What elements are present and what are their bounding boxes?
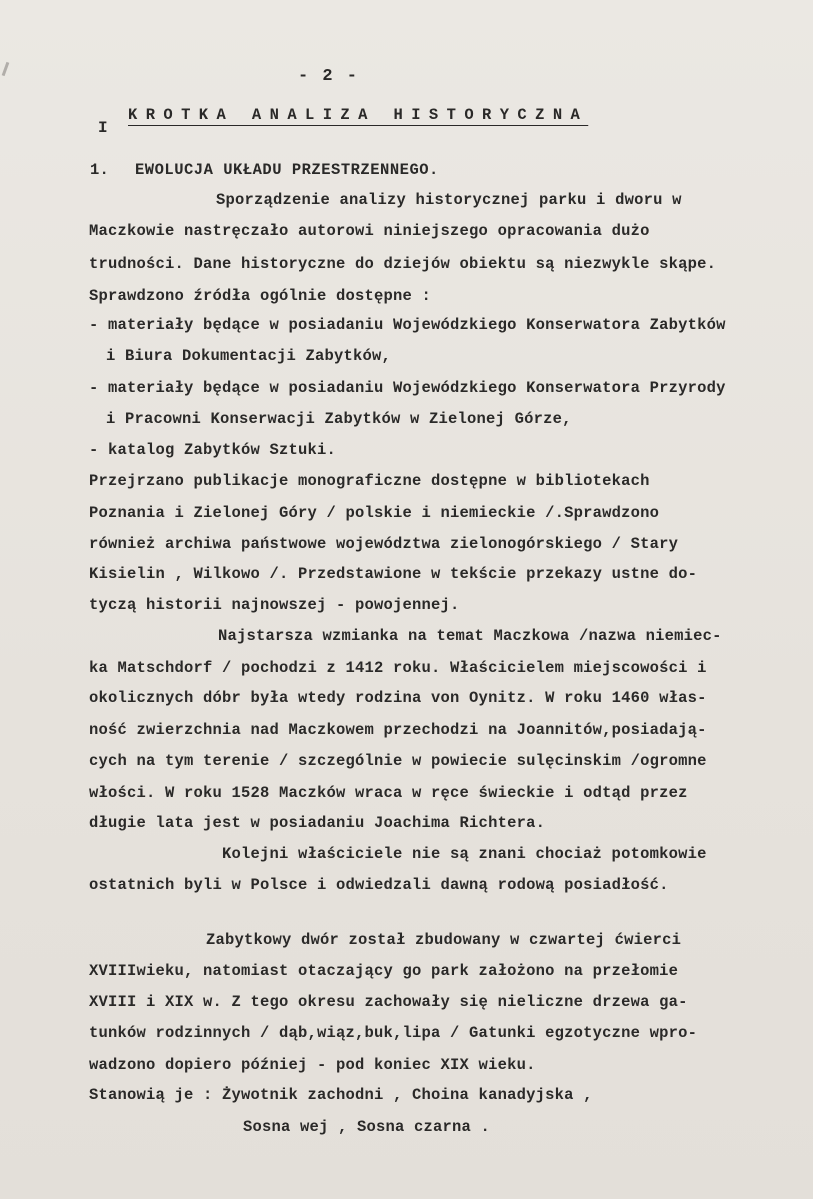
text-line: cych na tym terenie / szczególnie w powiecie sulęcinskim /ogromne: [89, 752, 707, 770]
section-title: EWOLUCJA UKŁADU PRZESTRZENNEGO.: [135, 161, 439, 179]
chapter-heading: KROTKA ANALIZA HISTORYCZNA: [128, 106, 589, 124]
text-line: Kolejni właściciele nie są znani chociaż potomkowie: [222, 845, 707, 863]
text-line: ostatnich byli w Polsce i odwiedzali dawną rodową posiadłość.: [89, 876, 669, 894]
chapter-roman-numeral: I: [98, 119, 108, 137]
text-line: długie lata jest w posiadaniu Joachima Richtera.: [89, 814, 546, 832]
text-line: również archiwa państwowe województwa zielonogórskiego / Stary: [89, 535, 679, 553]
text-line: Przejrzano publikacje monograficzne dostępne w bibliotekach: [89, 472, 650, 490]
text-line: Poznania i Zielonej Góry / polskie i niemieckie /.Sprawdzono: [89, 504, 660, 522]
text-line: włości. W roku 1528 Maczków wraca w ręce świeckie i odtąd przez: [89, 784, 688, 802]
text-line: i Pracowni Konserwacji Zabytków w Zielonej Górze,: [106, 410, 572, 428]
text-line: tunków rodzinnych / dąb,wiąz,buk,lipa / Gatunki egzotyczne wpro-: [89, 1024, 698, 1042]
text-line: tyczą historii najnowszej - powojennej.: [89, 596, 460, 614]
text-line: wadzono dopiero później - pod koniec XIX wieku.: [89, 1056, 536, 1074]
text-line: trudności. Dane historyczne do dziejów obiektu są niezwykle skąpe.: [89, 255, 717, 273]
text-line: Maczkowie nastręczało autorowi niniejszego opracowania dużo: [89, 222, 650, 240]
text-line: - katalog Zabytków Sztuki.: [89, 441, 337, 459]
text-line: - materiały będące w posiadaniu Wojewódzkiego Konserwatora Zabytków: [89, 316, 726, 334]
text-line: ność zwierzchnia nad Maczkowem przechodzi na Joannitów,posiadają-: [89, 721, 707, 739]
text-line: Zabytkowy dwór został zbudowany w czwartej ćwierci: [206, 931, 682, 949]
text-line: Stanowią je : Żywotnik zachodni , Choina kanadyjska ,: [89, 1086, 593, 1104]
page-number: - 2 -: [298, 67, 360, 86]
text-line: Sprawdzono źródła ogólnie dostępne :: [89, 287, 432, 305]
text-line: okolicznych dóbr była wtedy rodzina von Oynitz. W roku 1460 włas-: [89, 689, 707, 707]
section-number: 1.: [90, 161, 110, 179]
text-line: XVIIIwieku, natomiast otaczający go park założono na przełomie: [89, 962, 679, 980]
text-line: Najstarsza wzmianka na temat Maczkowa /nazwa niemiec-: [218, 627, 722, 645]
margin-mark: [2, 62, 10, 76]
text-line: Kisielin , Wilkowo /. Przedstawione w tekście przekazy ustne do-: [89, 565, 698, 583]
text-line: - materiały będące w posiadaniu Wojewódzkiego Konserwatora Przyrody: [89, 379, 726, 397]
text-line: Sosna wej , Sosna czarna .: [243, 1118, 491, 1136]
text-line: XVIII i XIX w. Z tego okresu zachowały się nieliczne drzewa ga-: [89, 993, 688, 1011]
text-line: i Biura Dokumentacji Zabytków,: [106, 347, 392, 365]
text-line: ka Matschdorf / pochodzi z 1412 roku. Właścicielem miejscowości i: [89, 659, 707, 677]
text-line: Sporządzenie analizy historycznej parku i dworu w: [216, 191, 682, 209]
